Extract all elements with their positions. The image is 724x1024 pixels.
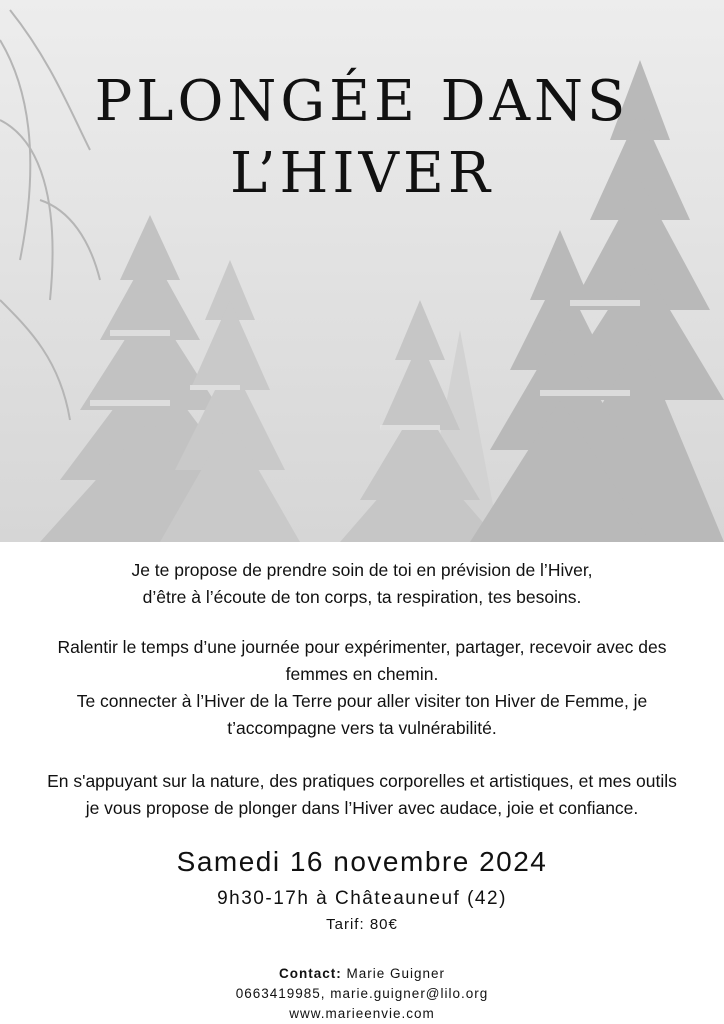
event-date: Samedi 16 novembre 2024 xyxy=(176,846,548,877)
middle-line: femmes en chemin. xyxy=(285,664,439,684)
contact-phone-email[interactable]: 0663419985, marie.guigner@lilo.org xyxy=(235,986,489,1001)
closing-paragraph xyxy=(0,768,724,822)
contact-line xyxy=(0,964,724,984)
page-title xyxy=(0,66,724,210)
event-price: Tarif: 80€ xyxy=(326,916,398,933)
contact-website-link[interactable]: www.marieenvie.com xyxy=(289,1006,435,1021)
title-line-1: PLONGÉE DANS xyxy=(94,69,630,134)
intro-paragraph xyxy=(0,557,724,611)
middle-line: t’accompagne vers ta vulnérabilité. xyxy=(227,718,497,738)
intro-line: d’être à l’écoute de ton corps, ta respiration, tes besoins. xyxy=(142,587,582,607)
middle-line: Ralentir le temps d’une journée pour expérimenter, partager, recevoir avec des xyxy=(57,637,667,657)
contact-name: Marie Guigner xyxy=(346,966,446,981)
event-time-place: 9h30-17h à Châteauneuf (42) xyxy=(217,888,507,909)
contact-block xyxy=(0,964,724,1024)
middle-paragraph xyxy=(0,634,724,742)
intro-line: Je te propose de prendre soin de toi en prévision de l’Hiver, xyxy=(131,560,593,580)
closing-line: En s'appuyant sur la nature, des pratiques corporelles et artistiques, et mes outils xyxy=(47,771,677,791)
contact-label: Contact: xyxy=(278,966,342,981)
closing-line: je vous propose de plonger dans l’Hiver avec audace, joie et confiance. xyxy=(85,798,639,818)
middle-line: Te connecter à l’Hiver de la Terre pour aller visiter ton Hiver de Femme, je xyxy=(76,691,648,711)
title-line-2: L’HIVER xyxy=(229,141,494,206)
